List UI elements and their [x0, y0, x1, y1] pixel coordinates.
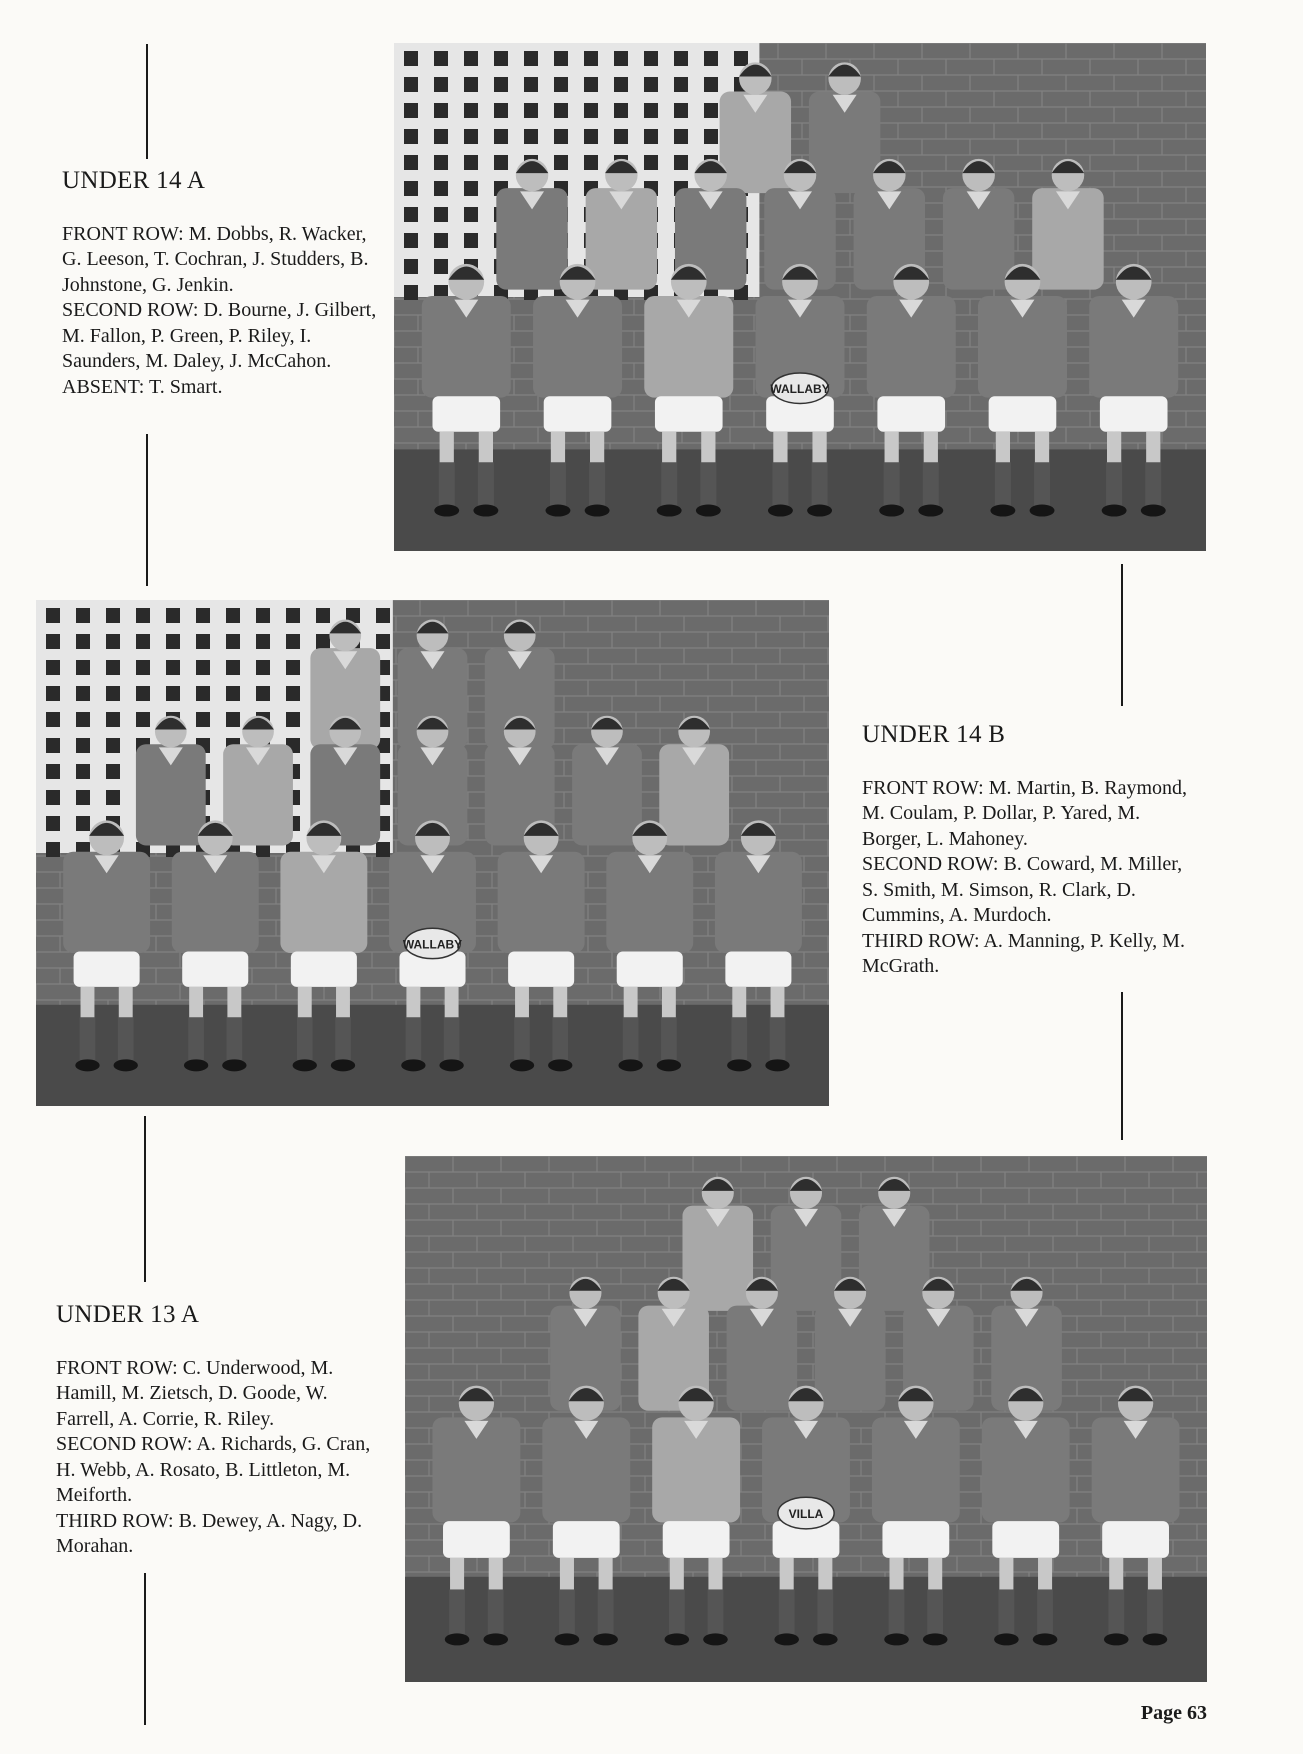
team-caption-under-14-a: [62, 168, 387, 400]
sock: [927, 1589, 943, 1636]
row-names: D. Bourne, J. Gilbert, M. Fallon, P. Green, P. Riley, I. Saunders, M. Daley, J. McCahon.: [62, 299, 377, 372]
boot: [918, 505, 943, 517]
boot: [774, 1633, 799, 1645]
divider-rule: [1121, 992, 1123, 1140]
boot: [555, 1633, 580, 1645]
boot: [727, 1059, 751, 1071]
sock: [550, 462, 566, 508]
sock: [488, 1589, 504, 1636]
boot: [923, 1633, 948, 1645]
sock: [1037, 1589, 1053, 1636]
sock: [1108, 1589, 1124, 1636]
row-label: SECOND ROW:: [862, 853, 999, 875]
sock: [779, 1589, 795, 1636]
boot: [657, 1059, 681, 1071]
boot: [664, 1633, 689, 1645]
sock: [444, 1017, 460, 1063]
row-names: A. Richards, G. Cran, H. Webb, A. Rosato, B. Littleton, M. Meiforth.: [56, 1433, 371, 1506]
boot: [813, 1633, 838, 1645]
sock: [80, 1017, 96, 1063]
boot: [696, 505, 721, 517]
boot: [884, 1633, 909, 1645]
boot: [510, 1059, 534, 1071]
sock: [923, 462, 939, 508]
team-roster: [56, 1356, 381, 1560]
boot: [473, 505, 498, 517]
photo-scene: [405, 1156, 1207, 1682]
sock: [118, 1017, 134, 1063]
boot: [445, 1633, 470, 1645]
shorts: [74, 951, 140, 986]
page-number: Page 63: [1140, 1702, 1207, 1724]
ball-lettering: VILLA: [788, 1507, 824, 1522]
row-label: FRONT ROW:: [62, 222, 184, 245]
photo-scene: [394, 43, 1206, 551]
photo-scene: [36, 600, 829, 1106]
sock: [772, 462, 788, 508]
boot: [768, 505, 793, 517]
boot: [1030, 505, 1055, 517]
boot: [585, 505, 610, 517]
row-names: T. Smart.: [144, 375, 223, 398]
boot: [657, 505, 682, 517]
sock: [478, 462, 494, 508]
row-names: A. Manning, P. Kelly, M. McGrath.: [862, 929, 1185, 977]
sock: [700, 462, 716, 508]
boot: [434, 505, 459, 517]
ball-lettering: WALLABY: [402, 937, 463, 952]
row-label: THIRD ROW:: [862, 929, 980, 952]
sock: [1147, 1589, 1163, 1636]
sock: [514, 1017, 530, 1063]
sock: [1145, 462, 1161, 508]
boot: [1102, 505, 1127, 517]
sock: [335, 1017, 351, 1063]
divider-rule: [146, 44, 148, 159]
boot: [439, 1059, 463, 1071]
shorts: [877, 396, 945, 432]
boot: [703, 1633, 728, 1645]
sock: [297, 1017, 313, 1063]
team-title: UNDER 13 A: [56, 1301, 200, 1328]
row-label: FRONT ROW:: [56, 1356, 178, 1379]
sock: [817, 1589, 833, 1636]
team-photo-under-14-a: [394, 43, 1206, 551]
boot: [990, 505, 1015, 517]
row-names: B. Coward, M. Miller, S. Smith, M. Simson, R. Clark, D. Cummins, A. Murdoch.: [862, 853, 1183, 926]
shorts: [1100, 396, 1168, 432]
sock: [708, 1589, 724, 1636]
sock: [661, 1017, 677, 1063]
row-label: SECOND ROW:: [56, 1433, 193, 1455]
sock: [884, 462, 900, 508]
boot: [293, 1059, 317, 1071]
shorts: [882, 1521, 949, 1558]
boot: [184, 1059, 208, 1071]
sock: [731, 1017, 747, 1063]
sock: [998, 1589, 1014, 1636]
boot: [331, 1059, 355, 1071]
sock: [770, 1017, 786, 1063]
sock: [559, 1589, 575, 1636]
boot: [807, 505, 832, 517]
boot: [1143, 1633, 1168, 1645]
floor: [405, 1577, 1207, 1682]
sock: [661, 462, 677, 508]
floor: [394, 449, 1206, 551]
shorts: [182, 951, 248, 986]
sock: [552, 1017, 568, 1063]
shorts: [443, 1521, 510, 1558]
boot: [1033, 1633, 1058, 1645]
sock: [598, 1589, 614, 1636]
team-photo-under-13-a: [405, 1156, 1207, 1682]
divider-rule: [144, 1573, 146, 1725]
shorts: [553, 1521, 620, 1558]
boot: [75, 1059, 99, 1071]
team-title: UNDER 14 B: [862, 721, 1006, 748]
row-label: SECOND ROW:: [62, 299, 199, 321]
sock: [812, 462, 828, 508]
shorts: [508, 951, 574, 986]
sock: [995, 462, 1011, 508]
sock: [406, 1017, 422, 1063]
floor: [36, 1005, 829, 1106]
sock: [188, 1017, 204, 1063]
shorts: [725, 951, 791, 986]
sock: [889, 1589, 905, 1636]
boot: [1141, 505, 1166, 517]
shorts: [663, 1521, 730, 1558]
divider-rule: [1121, 564, 1123, 706]
sock: [227, 1017, 243, 1063]
boot: [483, 1633, 508, 1645]
divider-rule: [144, 1116, 146, 1282]
sock: [449, 1589, 465, 1636]
shorts: [992, 1521, 1059, 1558]
boot: [1104, 1633, 1129, 1645]
sock: [439, 462, 455, 508]
team-caption-under-14-b: [862, 722, 1202, 980]
shorts: [1102, 1521, 1169, 1558]
boot: [545, 505, 570, 517]
shorts: [432, 396, 500, 432]
sock: [589, 462, 605, 508]
team-roster: [862, 776, 1202, 980]
sock: [623, 1017, 639, 1063]
boot: [765, 1059, 789, 1071]
boot: [222, 1059, 246, 1071]
team-caption-under-13-a: [56, 1302, 381, 1560]
boot: [593, 1633, 618, 1645]
shorts: [655, 396, 723, 432]
team-roster: [62, 222, 387, 401]
row-label: FRONT ROW:: [862, 776, 984, 799]
boot: [879, 505, 904, 517]
row-label: ABSENT:: [62, 375, 145, 398]
row-names: B. Dewey, A. Nagy, D. Morahan.: [56, 1509, 363, 1557]
boot: [401, 1059, 425, 1071]
row-names: M. Dobbs, R. Wacker, G. Leeson, T. Cochran, J. Studders, B. Johnstone, G. Jenkin.: [62, 222, 369, 296]
boot: [994, 1633, 1019, 1645]
boot: [548, 1059, 572, 1071]
divider-rule: [146, 434, 148, 586]
sock: [669, 1589, 685, 1636]
sock: [1034, 462, 1050, 508]
ball-lettering: WALLABY: [770, 382, 830, 397]
row-label: THIRD ROW:: [56, 1509, 174, 1532]
shorts: [989, 396, 1057, 432]
shorts: [291, 951, 357, 986]
boot: [114, 1059, 138, 1071]
sock: [1106, 462, 1122, 508]
shorts: [617, 951, 683, 986]
boot: [618, 1059, 642, 1071]
team-photo-under-14-b: [36, 600, 829, 1106]
row-names: C. Underwood, M. Hamill, M. Zietsch, D. Goode, W. Farrell, A. Corrie, R. Riley.: [56, 1356, 334, 1430]
shorts: [544, 396, 612, 432]
team-title: UNDER 14 A: [62, 167, 206, 194]
row-names: M. Martin, B. Raymond, M. Coulam, P. Dollar, P. Yared, M. Borger, L. Mahoney.: [862, 776, 1188, 850]
